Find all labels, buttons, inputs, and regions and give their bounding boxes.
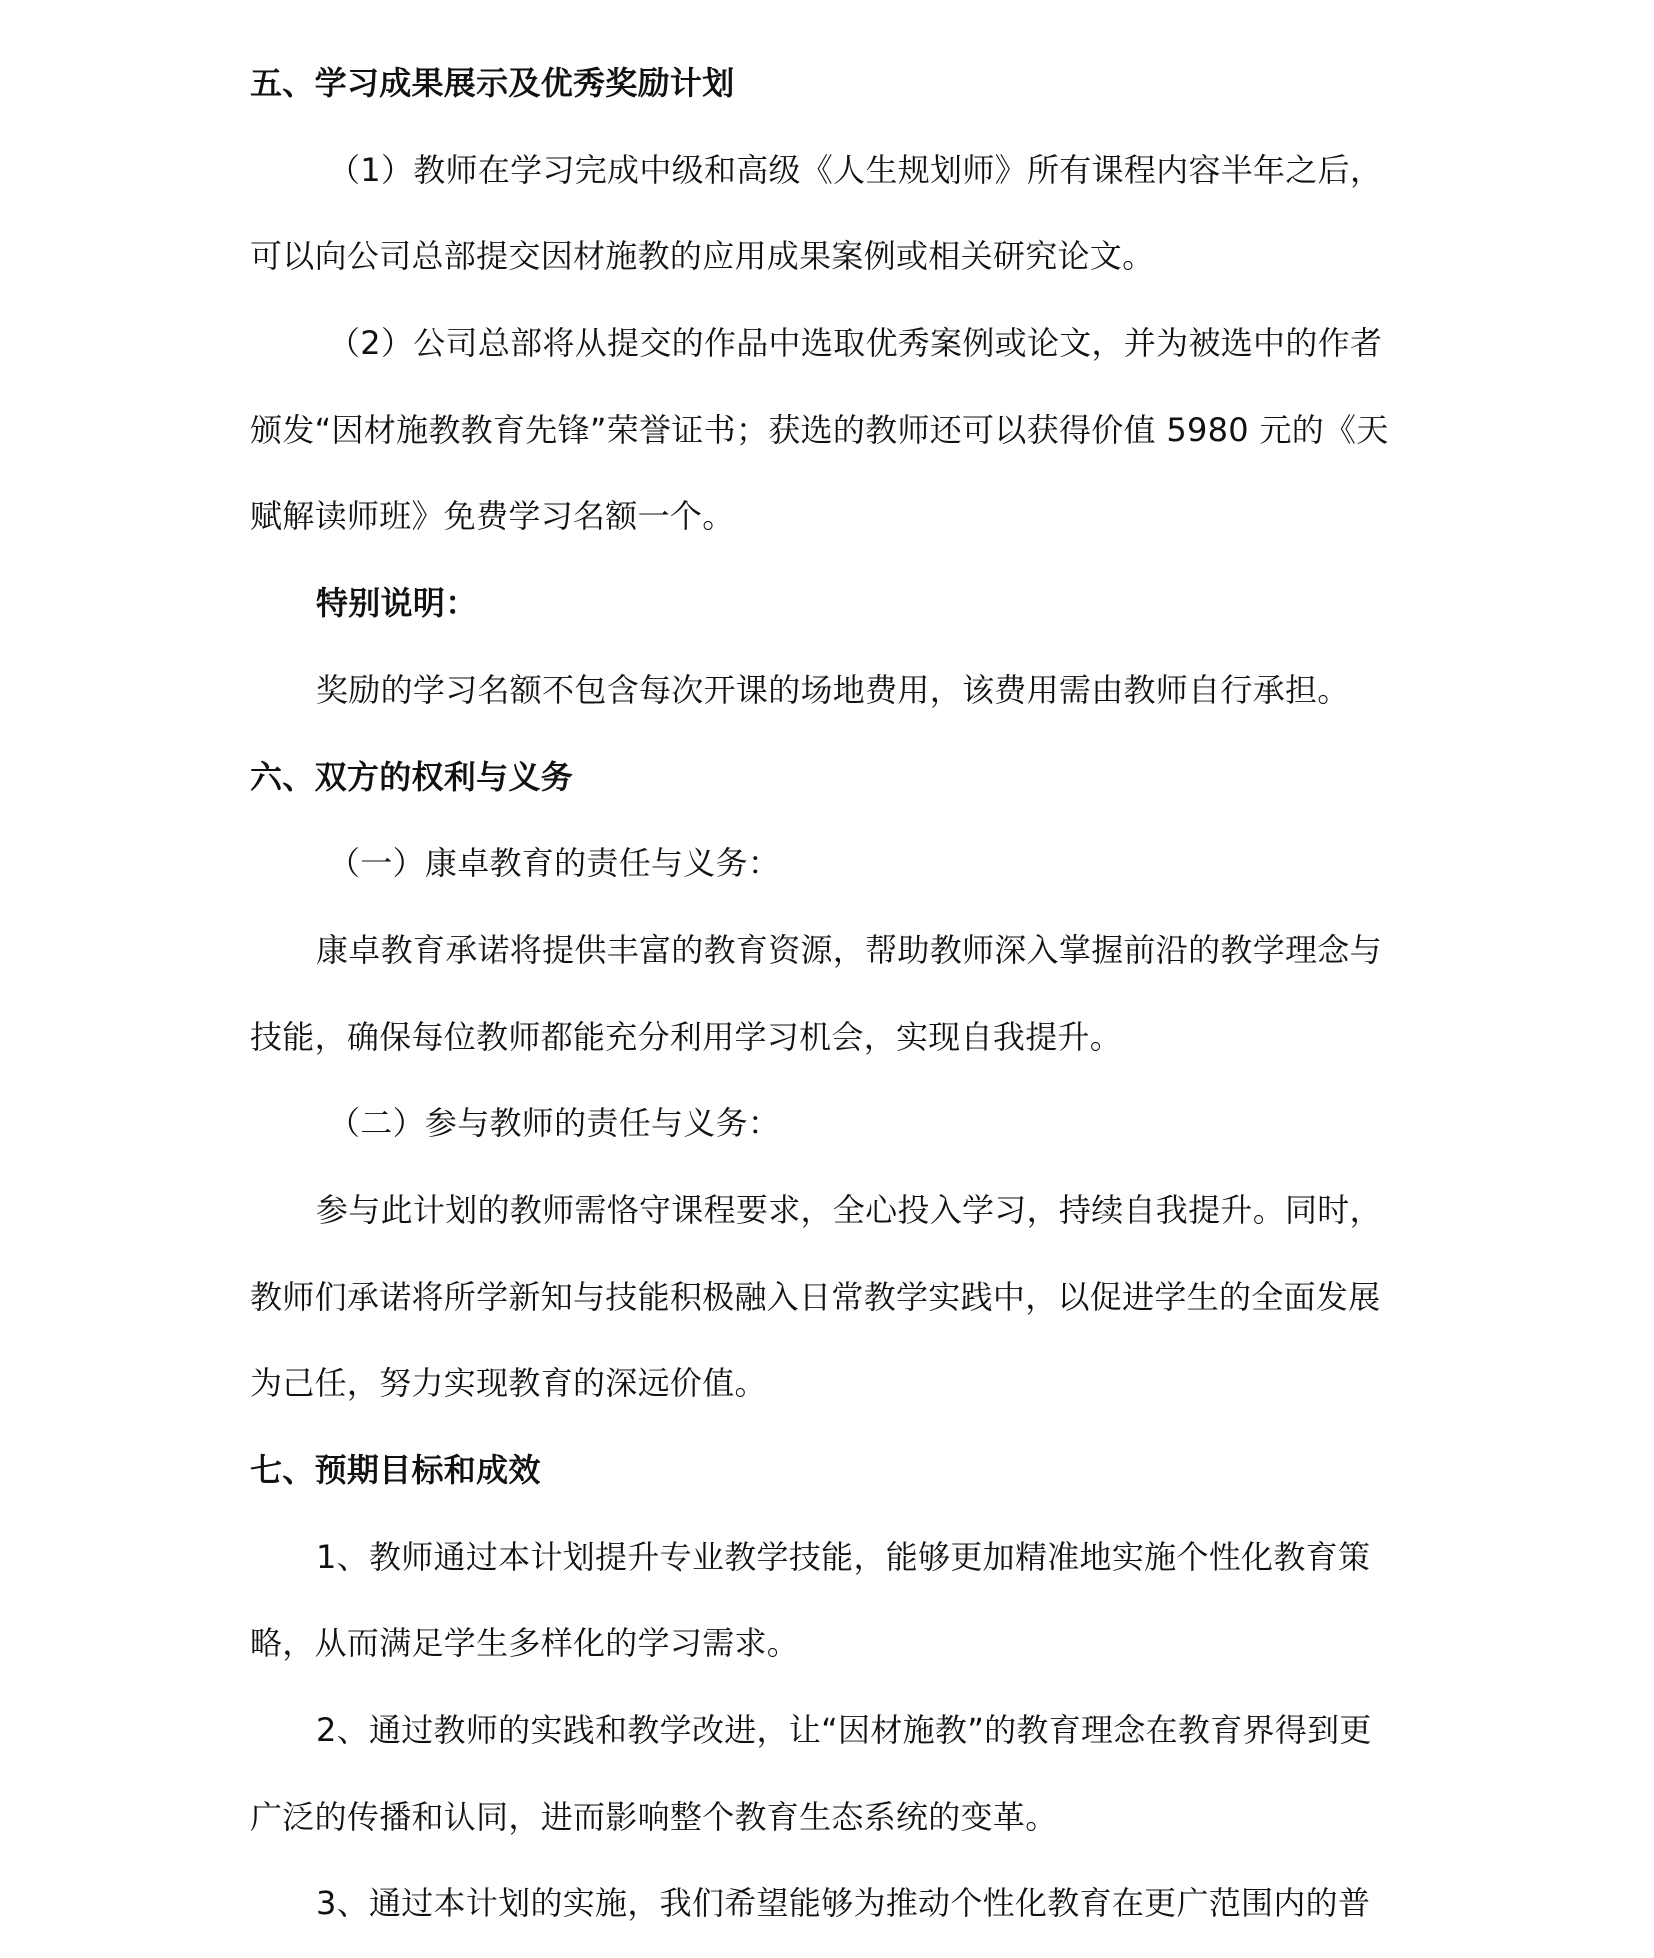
- paragraph-line: 技能，确保每位教师都能充分利用学习机会，实现自我提升。: [250, 1017, 1123, 1056]
- paragraph-line: 为己任，努力实现教育的深远价值。: [250, 1364, 767, 1403]
- paragraph-line: 教师们承诺将所学新知与技能积极融入日常教学实践中，以促进学生的全面发展: [250, 1277, 1381, 1316]
- paragraph-line: 赋解读师班》免费学习名额一个。: [250, 497, 735, 536]
- paragraph-line: 参与此计划的教师需恪守课程要求，全心投入学习，持续自我提升。同时，: [316, 1190, 1382, 1229]
- paragraph-line: 奖励的学习名额不包含每次开课的场地费用，该费用需由教师自行承担。: [316, 670, 1350, 709]
- special-note-label: 特别说明：: [316, 584, 478, 623]
- subheading-line: （一）康卓教育的责任与义务：: [328, 844, 781, 883]
- document-body: [250, 40, 1410, 1947]
- paragraph-line: 2、通过教师的实践和教学改进，让“因材施教”的教育理念在教育界得到更: [316, 1711, 1372, 1750]
- section-heading-7: 七、预期目标和成效: [250, 1451, 541, 1489]
- paragraph-line: 可以向公司总部提交因材施教的应用成果案例或相关研究论文。: [250, 237, 1155, 276]
- paragraph-line: 广泛的传播和认同，进而影响整个教育生态系统的变革。: [250, 1797, 1058, 1836]
- paragraph-line: 1、教师通过本计划提升专业教学技能，能够更加精准地实施个性化教育策: [316, 1537, 1371, 1576]
- section-heading-6: 六、双方的权利与义务: [250, 757, 574, 796]
- paragraph-line: （2）公司总部将从提交的作品中选取优秀案例或论文，并为被选中的作者: [328, 324, 1383, 363]
- paragraph-line: 康卓教育承诺将提供丰富的教育资源，帮助教师深入掌握前沿的教学理念与: [316, 930, 1382, 969]
- paragraph-line: 3、通过本计划的实施，我们希望能够为推动个性化教育在更广范围内的普: [316, 1884, 1371, 1923]
- paragraph-line: （1）教师在学习完成中级和高级《人生规划师》所有课程内容半年之后，: [328, 150, 1383, 189]
- section-heading-5: 五、学习成果展示及优秀奖励计划: [250, 64, 735, 102]
- subheading-line: （二）参与教师的责任与义务：: [328, 1104, 781, 1143]
- paragraph-line: 略，从而满足学生多样化的学习需求。: [250, 1624, 800, 1663]
- paragraph-line: 颁发“因材施教教育先锋”荣誉证书；获选的教师还可以获得价值 5980 元的《天: [250, 410, 1389, 449]
